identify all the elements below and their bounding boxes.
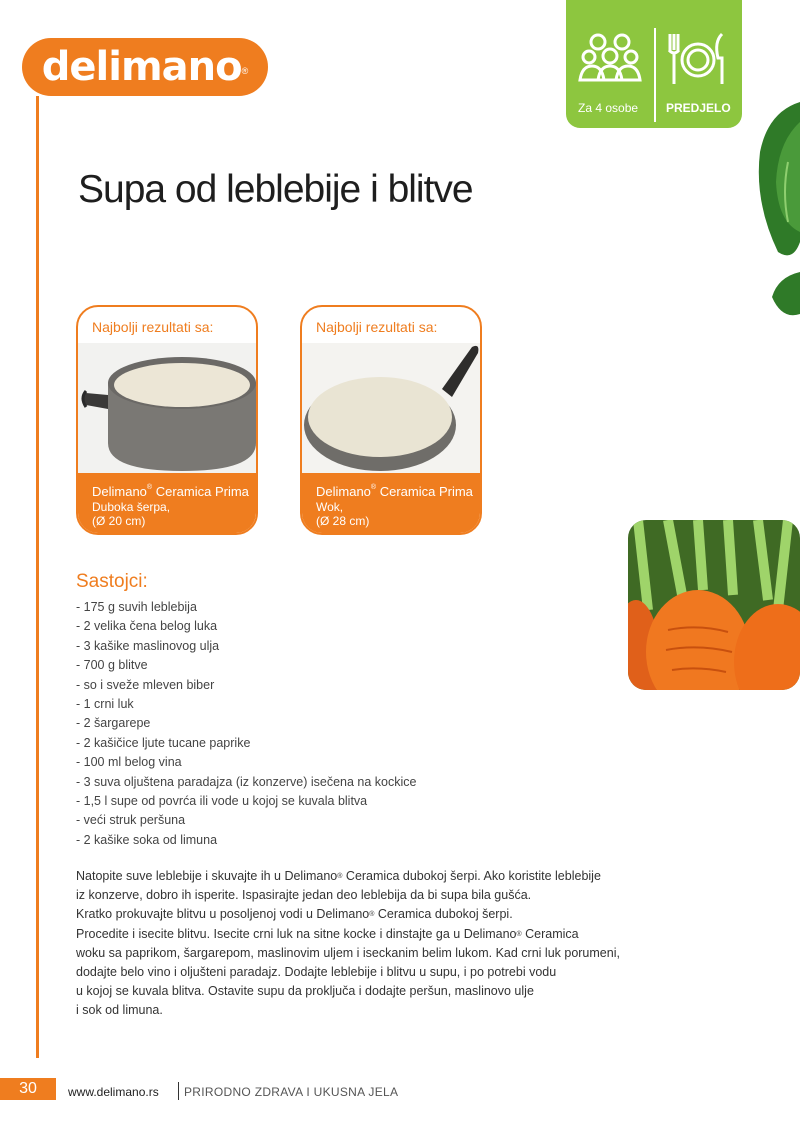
instruction-line: Kratko prokuvajte blitvu u posoljenoj vodi u Delimano® Ceramica dubokoj šerpi.: [76, 907, 513, 922]
people-group-icon: [578, 30, 642, 86]
left-accent-line: [36, 96, 39, 1058]
ingredient-item: - 2 kašike soka od limuna: [76, 832, 218, 847]
ingredient-item: - 100 ml belog vina: [76, 755, 182, 770]
product-name: Delimano® Ceramica Prima: [316, 484, 473, 499]
course-label: PREDJELO: [666, 101, 731, 115]
ingredient-item: - 1,5 l supe od povrća ili vode u kojoj se kuvala blitva: [76, 794, 368, 809]
ingredient-item: - 3 suva oljuštena paradajza (iz konzerve) isečena na kockice: [76, 774, 417, 789]
instruction-line: iz konzerve, dobro ih isperite. Ispasirajte jedan deo leblebija da bi supa bila gušća.: [76, 888, 532, 903]
instruction-line: Procedite i isecite blitvu. Isecite crni luk na sitne kocke i dinstajte ga u Delimano® Ceramica: [76, 926, 579, 941]
ingredients-heading: Sastojci:: [76, 571, 148, 592]
badge-divider: [654, 28, 656, 122]
product-card-heading: Najbolji rezultati sa:: [92, 319, 214, 335]
recipe-title: Supa od leblebije i blitve: [78, 168, 473, 211]
ingredient-item: - veći struk peršuna: [76, 813, 186, 828]
product-description: Wok, (Ø 28 cm): [316, 500, 370, 528]
ingredient-item: - 175 g suvih leblebija: [76, 600, 197, 614]
page-number: 30: [0, 1078, 56, 1100]
instructions-text: [76, 867, 716, 1021]
product-description: Duboka šerpa, (Ø 20 cm): [92, 500, 171, 528]
instruction-line: Natopite suve leblebije i skuvajte ih u Delimano® Ceramica dubokoj šerpi. Ako koristite leblebije: [76, 869, 601, 883]
delimano-logo: [22, 38, 268, 96]
footer-tagline: PRIRODNO ZDRAVA I UKUSNA JELA: [184, 1085, 399, 1099]
product-card-pot: [76, 305, 258, 535]
ingredient-item: - 2 šargarepe: [76, 716, 151, 731]
logo-text: delimano: [41, 44, 242, 90]
spinach-leaves-image: [748, 92, 800, 322]
ingredient-item: - so i sveže mleven biber: [76, 677, 215, 692]
wok-image: [302, 343, 480, 475]
ingredient-item: - 2 velika čena belog luka: [76, 619, 218, 634]
ingredient-item: - 3 kašike maslinovog ulja: [76, 638, 220, 653]
instruction-line: i sok od limuna.: [76, 1003, 163, 1018]
product-card-heading: Najbolji rezultati sa:: [316, 319, 438, 335]
footer-website: www.delimano.rs: [68, 1085, 159, 1099]
instruction-line: dodajte belo vino i oljušteni paradajz. Dodajte leblebije i blitvu u supu, i po potrebi vodu: [76, 965, 557, 980]
ingredients-list: [76, 598, 416, 850]
plate-cutlery-icon: [664, 30, 730, 86]
footer-divider: [178, 1082, 179, 1100]
instruction-line: u kojoj se kuvala blitva. Ostavite supu da proključa i dodajte peršun, maslinovo ulje: [76, 984, 534, 999]
instruction-line: woku sa paprikom, šargarepom, maslinovim uljem i iseckanim belim lukom. Kad crni luk porumeni,: [76, 945, 620, 960]
registered-mark: ®: [241, 66, 249, 76]
ingredient-item: - 2 kašičice ljute tucane paprike: [76, 735, 251, 750]
product-name: Delimano® Ceramica Prima: [92, 484, 249, 499]
product-card-wok: [300, 305, 482, 535]
ingredient-item: - 1 crni luk: [76, 697, 134, 712]
deep-pot-image: [78, 343, 256, 475]
servings-label: Za 4 osobe: [578, 101, 639, 115]
servings-course-badge: [566, 0, 742, 128]
carrots-image: [628, 520, 800, 690]
product-card-footer: [302, 473, 480, 533]
product-card-footer: [78, 473, 256, 533]
ingredient-item: - 700 g blitve: [76, 658, 148, 673]
